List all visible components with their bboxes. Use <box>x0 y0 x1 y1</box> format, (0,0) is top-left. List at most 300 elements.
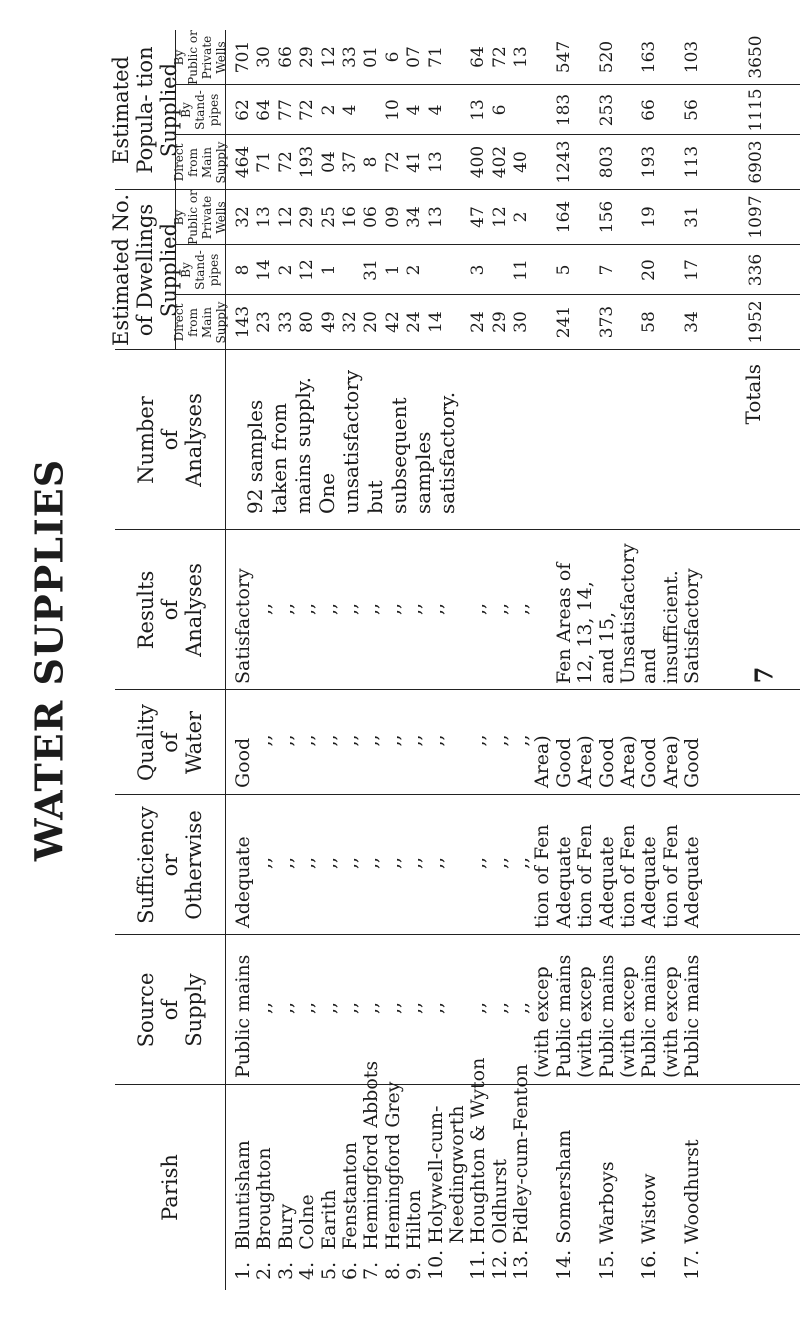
results-cell: ,, <box>317 602 340 616</box>
dwell-direct-cell <box>725 296 746 348</box>
pop-standpipes-cell: 2 <box>318 104 339 116</box>
dwell-standpipes-cell <box>447 247 468 293</box>
dwell-wells-cell: 31 <box>682 206 703 228</box>
source-cell: ,, <box>360 1001 383 1015</box>
parish-cell <box>575 1088 596 1280</box>
dwell-direct-cell: 80 <box>297 311 318 333</box>
parish-cell: 17. Woodhurst <box>681 1139 704 1280</box>
sufficiency-cell: tion of Fen <box>574 824 597 928</box>
pop-wells-cell <box>532 31 553 83</box>
pop-wells-cell <box>725 31 746 83</box>
results-cell <box>704 534 725 684</box>
source-cell: Public mains <box>552 954 575 1078</box>
analyses-note-line: mains supply. <box>291 377 315 514</box>
sufficiency-cell: tion of Fen <box>659 824 682 928</box>
pop-standpipes-cell: 72 <box>297 99 318 121</box>
parish-cell <box>725 1088 746 1280</box>
pop-direct-cell: 37 <box>339 151 360 173</box>
page-number <box>744 655 784 695</box>
dwell-wells-cell: 12 <box>275 206 296 228</box>
dwell-wells-cell <box>575 191 596 243</box>
quality-cell: ,, <box>338 734 361 747</box>
pop-direct-cell: 71 <box>254 151 275 173</box>
sufficiency-cell: ,, <box>488 856 511 870</box>
sufficiency-cell: ,, <box>403 856 426 870</box>
pop-wells-cell: 12 <box>318 46 339 68</box>
dwell-wells-cell: 06 <box>361 206 382 228</box>
dwell-standpipes-cell: 31 <box>361 259 382 281</box>
pop-standpipes-cell: 64 <box>254 99 275 121</box>
sufficiency-cell: ,, <box>274 856 297 870</box>
dwell-wells-cell: 47 <box>468 206 489 228</box>
sufficiency-cell: ,, <box>317 856 340 870</box>
dwell-standpipes-cell <box>661 247 682 293</box>
sufficiency-cell: ,, <box>381 856 404 870</box>
parish-cell <box>661 1088 682 1280</box>
dwell-wells-cell: 34 <box>404 206 425 228</box>
dwell-direct-cell: 24 <box>468 311 489 333</box>
results-cell: 12, 13, 14, <box>574 581 597 684</box>
quality-cell: ,, <box>467 734 490 747</box>
dwell-direct-cell <box>704 296 725 348</box>
dwell-direct-cell: 42 <box>382 311 403 333</box>
results-cell: and <box>638 648 661 684</box>
results-cell: Satisfactory <box>681 568 704 684</box>
dwell-standpipes-cell <box>725 247 746 293</box>
pop-wells-cell: 33 <box>339 46 360 68</box>
dwell-direct-cell: 33 <box>275 311 296 333</box>
source-cell: (with excep <box>531 966 554 1078</box>
column-divider <box>175 84 800 85</box>
quality-cell: ,, <box>296 734 319 747</box>
totals-label: Totals <box>741 364 765 425</box>
pop-wells-cell: 01 <box>361 46 382 68</box>
header-number-of-analyses: Number of Analyses <box>134 393 206 487</box>
source-cell: ,, <box>510 1001 533 1015</box>
dwell-wells-cell: 13 <box>254 206 275 228</box>
quality-cell: ,, <box>510 734 533 747</box>
header-parish: Parish <box>158 1154 182 1221</box>
pop-wells-cell <box>704 31 725 83</box>
quality-cell <box>704 693 725 788</box>
column-dwell-standpipes <box>233 247 768 293</box>
source-cell: ,, <box>424 1001 447 1015</box>
pop-direct-cell: 41 <box>404 151 425 173</box>
pop-direct-cell: 464 <box>233 145 253 179</box>
heading-text: WATER SUPPLIES <box>26 458 72 862</box>
pop-standpipes-cell: 10 <box>382 99 403 121</box>
dwell-direct-cell <box>447 296 468 348</box>
parish-cell: 9. Hilton <box>403 1189 426 1280</box>
page-number-text: 7 <box>749 666 779 684</box>
pop-wells-cell: 701 <box>233 40 253 74</box>
parish-cell: 10. Holywell-cum- <box>424 1105 447 1280</box>
dwell-standpipes-cell: 17 <box>682 259 703 281</box>
analyses-note-line: subsequent <box>387 397 411 514</box>
source-cell: ,, <box>381 1001 404 1015</box>
column-results <box>233 534 768 684</box>
quality-cell: ,, <box>360 734 383 747</box>
subheader-dwell-wells: By Public or Private Wells <box>172 190 228 245</box>
column-divider <box>175 134 800 135</box>
dwell-standpipes-cell <box>532 247 553 293</box>
dwell-direct-cell <box>532 296 553 348</box>
column-divider <box>175 294 800 295</box>
dwell-standpipes-cell: 336 <box>746 253 767 287</box>
pop-direct-cell: 72 <box>382 151 403 173</box>
dwell-direct-cell: 49 <box>318 311 339 333</box>
pop-wells-cell: 30 <box>254 46 275 68</box>
dwell-wells-cell: 164 <box>553 200 574 234</box>
pop-direct-cell <box>661 136 682 188</box>
page-heading <box>14 0 84 1320</box>
dwell-standpipes-cell: 12 <box>297 259 318 281</box>
dwell-wells-cell: 2 <box>511 211 532 223</box>
column-analyses-note <box>243 364 459 514</box>
pop-direct-cell: 193 <box>639 145 660 179</box>
pop-standpipes-cell: 6 <box>489 104 510 116</box>
header-population: Estimated Popula- tion Supplied <box>109 46 181 174</box>
source-cell <box>725 938 746 1078</box>
source-cell: (with excep <box>617 966 640 1078</box>
dwell-standpipes-cell: 1 <box>382 264 403 276</box>
pop-standpipes-cell: 77 <box>275 99 296 121</box>
column-quality <box>233 693 768 788</box>
quality-cell: ,, <box>253 734 276 747</box>
dwell-wells-cell: 156 <box>596 200 617 234</box>
header-dwellings: Estimated No. of Dwellings Supplied <box>109 193 181 346</box>
results-cell: and 15, <box>595 612 618 684</box>
dwell-standpipes-cell <box>490 247 511 293</box>
pop-direct-cell: 803 <box>596 145 617 179</box>
dwell-standpipes-cell: 2 <box>404 264 425 276</box>
dwell-direct-cell: 1952 <box>746 300 767 344</box>
parish-cell: 8. Hemingford Grey <box>381 1081 404 1280</box>
pop-standpipes-cell <box>511 87 532 133</box>
dwell-wells-cell <box>704 191 725 243</box>
sufficiency-cell: ,, <box>253 856 276 870</box>
pop-wells-cell: 6 <box>382 51 403 63</box>
pop-standpipes-cell: 4 <box>404 104 425 116</box>
pop-standpipes-cell: 66 <box>639 99 660 121</box>
dwell-standpipes-cell: 14 <box>254 259 275 281</box>
sufficiency-cell: tion of Fen <box>617 824 640 928</box>
pop-wells-cell: 163 <box>639 40 660 74</box>
dwell-standpipes-cell: 20 <box>639 259 660 281</box>
dwell-standpipes-cell <box>426 247 447 293</box>
dwell-direct-cell: 143 <box>233 305 253 339</box>
results-cell: ,, <box>381 602 404 616</box>
quality-cell: ,, <box>274 734 297 747</box>
quality-cell: Area) <box>574 735 597 788</box>
dwell-direct-cell: 241 <box>553 305 574 339</box>
dwell-wells-cell: 29 <box>297 206 318 228</box>
pop-wells-cell <box>447 31 468 83</box>
pop-direct-cell <box>532 136 553 188</box>
source-cell: ,, <box>253 1001 276 1015</box>
pop-standpipes-cell <box>575 87 596 133</box>
results-cell: ,, <box>274 602 297 616</box>
sufficiency-cell <box>447 798 468 928</box>
sufficiency-cell <box>746 798 767 928</box>
pop-direct-cell: 13 <box>425 151 446 173</box>
dwell-standpipes-cell: 5 <box>553 264 574 276</box>
pop-direct-cell: 402 <box>489 145 510 179</box>
quality-cell <box>725 693 746 788</box>
pop-wells-cell: 103 <box>682 40 703 74</box>
pop-wells-cell: 07 <box>404 46 425 68</box>
subheader-pop-standpipes: By Stand- pipes <box>179 90 221 130</box>
results-cell: ,, <box>467 602 490 616</box>
pop-standpipes-cell: 56 <box>682 99 703 121</box>
sufficiency-cell: ,, <box>510 856 533 870</box>
quality-cell: ,, <box>488 734 511 747</box>
pop-wells-cell: 64 <box>468 46 489 68</box>
source-cell: ,, <box>338 1001 361 1015</box>
dwell-standpipes-cell: 7 <box>596 264 617 276</box>
pop-direct-cell: 1243 <box>553 140 574 184</box>
pop-direct-cell: 400 <box>468 145 489 179</box>
pop-wells-cell <box>661 31 682 83</box>
water-supplies-table <box>109 30 800 1290</box>
pop-wells-cell: 520 <box>596 40 617 74</box>
column-source <box>233 938 768 1078</box>
dwell-wells-cell: 12 <box>489 206 510 228</box>
dwell-wells-cell <box>532 191 553 243</box>
pop-standpipes-cell <box>361 87 382 133</box>
dwell-wells-cell: 25 <box>318 206 339 228</box>
header-source: Source of Supply <box>134 972 206 1048</box>
dwell-standpipes-cell <box>704 247 725 293</box>
results-cell: Unsatisfactory <box>617 543 640 684</box>
dwell-direct-cell <box>661 296 682 348</box>
pop-standpipes-cell <box>447 87 468 133</box>
pop-standpipes-cell <box>618 87 639 133</box>
pop-wells-cell: 13 <box>511 46 532 68</box>
quality-cell: Good <box>638 737 661 788</box>
parish-cell: 1. Bluntisham <box>232 1140 254 1280</box>
dwell-direct-cell: 373 <box>596 305 617 339</box>
pop-standpipes-cell <box>725 87 746 133</box>
pop-wells-cell <box>575 31 596 83</box>
results-cell: ,, <box>510 602 533 616</box>
source-cell: ,, <box>467 1001 490 1015</box>
sufficiency-cell: Adequate <box>552 836 575 928</box>
dwell-direct-cell: 30 <box>511 311 532 333</box>
pop-direct-cell: 6903 <box>746 140 767 184</box>
subheader-dwell-direct: Direct from Main Supply <box>172 301 228 344</box>
pop-standpipes-cell: 4 <box>425 104 446 116</box>
pop-direct-cell: 8 <box>361 156 382 168</box>
dwell-direct-cell: 20 <box>361 311 382 333</box>
dwell-direct-cell: 23 <box>254 311 275 333</box>
pop-standpipes-cell <box>704 87 725 133</box>
dwell-wells-cell <box>725 191 746 243</box>
source-cell: (with excep <box>659 966 682 1078</box>
pop-wells-cell <box>618 31 639 83</box>
results-cell <box>447 534 468 684</box>
subheader-pop-wells: By Public or Private Wells <box>172 30 228 85</box>
source-cell: ,, <box>403 1001 426 1015</box>
pop-standpipes-cell: 1115 <box>746 88 767 132</box>
parish-cell <box>532 1088 553 1280</box>
pop-direct-cell <box>447 136 468 188</box>
source-cell <box>447 938 468 1078</box>
dwell-wells-cell <box>447 191 468 243</box>
results-cell: insufficient. <box>659 570 682 684</box>
parish-cell: 11. Houghton & Wyton <box>467 1057 490 1280</box>
sufficiency-cell: ,, <box>467 856 490 870</box>
dwell-direct-cell: 58 <box>639 311 660 333</box>
quality-cell <box>447 693 468 788</box>
dwell-standpipes-cell <box>618 247 639 293</box>
parish-cell: 16. Wistow <box>638 1173 661 1280</box>
dwell-wells-cell: 13 <box>425 206 446 228</box>
dwell-wells-cell: 32 <box>233 206 253 228</box>
quality-cell: Area) <box>659 735 682 788</box>
header-sufficiency: Sufficiency or Otherwise <box>134 806 206 924</box>
pop-direct-cell: 193 <box>297 145 318 179</box>
pop-standpipes-cell: 62 <box>233 99 253 121</box>
column-dwell-direct <box>233 296 768 348</box>
results-cell: ,, <box>253 602 276 616</box>
column-sufficiency <box>233 798 768 928</box>
parish-cell: 4. Colne <box>296 1194 319 1280</box>
dwell-wells-cell: 1097 <box>746 195 767 239</box>
parish-cell: 7. Hemingford Abbots <box>360 1060 383 1280</box>
pop-wells-cell: 29 <box>297 46 318 68</box>
source-cell: ,, <box>296 1001 319 1015</box>
parish-cell: 3. Bury <box>274 1203 297 1280</box>
dwell-wells-cell <box>661 191 682 243</box>
pop-standpipes-cell: 13 <box>468 99 489 121</box>
parish-cell <box>618 1088 639 1280</box>
quality-cell: Good <box>232 737 254 788</box>
results-cell: ,, <box>360 602 383 616</box>
dwell-standpipes-cell: 1 <box>318 264 339 276</box>
quality-cell: Area) <box>617 735 640 788</box>
source-cell: ,, <box>488 1001 511 1015</box>
pop-standpipes-cell <box>661 87 682 133</box>
pop-wells-cell: 547 <box>553 40 574 74</box>
pop-direct-cell <box>704 136 725 188</box>
pop-direct-cell <box>618 136 639 188</box>
source-cell <box>746 938 767 1078</box>
dwell-standpipes-cell <box>575 247 596 293</box>
quality-cell: ,, <box>403 734 426 747</box>
quality-cell: ,, <box>317 734 340 747</box>
dwell-standpipes-cell: 8 <box>233 264 253 276</box>
column-pop-direct <box>233 136 768 188</box>
analyses-note-line: unsatisfactory <box>339 369 363 514</box>
source-cell: ,, <box>274 1001 297 1015</box>
dwell-standpipes-cell <box>340 247 361 293</box>
analyses-note-line: satisfactory. <box>435 391 459 514</box>
dwell-direct-cell: 29 <box>489 311 510 333</box>
dwell-direct-cell: 34 <box>682 311 703 333</box>
column-dwell-wells <box>233 191 768 243</box>
analyses-note-line: but <box>363 480 387 514</box>
parish-cell <box>746 1088 767 1280</box>
sufficiency-cell <box>725 798 746 928</box>
pop-direct-cell <box>725 136 746 188</box>
results-cell: ,, <box>296 602 319 616</box>
sufficiency-cell: Adequate <box>595 836 618 928</box>
quality-cell: Area) <box>531 735 554 788</box>
column-pop-standpipes <box>233 87 768 133</box>
parish-cell: 2. Broughton <box>253 1147 276 1280</box>
parish-cell: 15. Warboys <box>595 1161 618 1280</box>
sufficiency-cell: tion of Fen <box>531 824 554 928</box>
results-cell: ,, <box>424 602 447 616</box>
analyses-note-line: 92 samples <box>243 399 267 514</box>
dwell-standpipes-cell: 11 <box>511 259 532 281</box>
source-cell: Public mains <box>638 954 661 1078</box>
dwell-direct-cell <box>575 296 596 348</box>
pop-standpipes-cell <box>532 87 553 133</box>
sufficiency-cell: Adequate <box>681 836 704 928</box>
results-cell: ,, <box>488 602 511 616</box>
pop-wells-cell: 3650 <box>746 35 767 79</box>
pop-direct-cell: 113 <box>682 145 703 179</box>
dwell-direct-cell: 24 <box>404 311 425 333</box>
source-cell: Public mains <box>681 954 704 1078</box>
source-cell: Public mains <box>232 954 254 1078</box>
column-parish <box>232 1057 768 1280</box>
parish-cell: 6. Fenstanton <box>338 1141 361 1280</box>
dwell-wells-cell <box>618 191 639 243</box>
parish-cell: 12. Oldhurst <box>488 1158 511 1280</box>
dwell-wells-cell: 19 <box>639 206 660 228</box>
analyses-note-line: taken from <box>267 402 291 514</box>
analyses-note-line: samples <box>411 431 435 514</box>
quality-cell: ,, <box>424 734 447 747</box>
pop-wells-cell: 72 <box>489 46 510 68</box>
pop-direct-cell: 40 <box>511 151 532 173</box>
pop-standpipes-cell: 183 <box>553 93 574 127</box>
sufficiency-cell: ,, <box>360 856 383 870</box>
sufficiency-cell: Adequate <box>638 836 661 928</box>
pop-direct-cell: 04 <box>318 151 339 173</box>
column-pop-wells <box>233 31 768 83</box>
sufficiency-cell: ,, <box>338 856 361 870</box>
results-cell <box>532 534 553 684</box>
subheader-pop-direct: Direct from Main Supply <box>172 141 228 184</box>
sufficiency-cell: ,, <box>424 856 447 870</box>
sufficiency-cell: Adequate <box>232 836 254 928</box>
parish-cell: 14. Somersham <box>552 1129 575 1280</box>
pop-standpipes-cell: 4 <box>339 104 360 116</box>
parish-cell: 13. Pidley-cum-Fenton <box>510 1063 533 1280</box>
pop-wells-cell: 71 <box>425 46 446 68</box>
dwell-direct-cell: 32 <box>339 311 360 333</box>
dwell-direct-cell: 14 <box>425 311 446 333</box>
source-cell <box>704 938 725 1078</box>
quality-cell <box>746 693 767 788</box>
column-divider <box>175 244 800 245</box>
parish-cell <box>704 1088 725 1280</box>
pop-direct-cell <box>575 136 596 188</box>
header-quality: Quality of Water <box>134 704 206 781</box>
pop-standpipes-cell: 253 <box>596 93 617 127</box>
results-cell: ,, <box>403 602 426 616</box>
results-cell: ,, <box>338 602 361 616</box>
analyses-note-line: One <box>315 472 339 514</box>
dwell-direct-cell <box>618 296 639 348</box>
sufficiency-cell <box>704 798 725 928</box>
results-cell: Satisfactory <box>232 568 254 684</box>
results-cell: Fen Areas of <box>552 562 575 684</box>
